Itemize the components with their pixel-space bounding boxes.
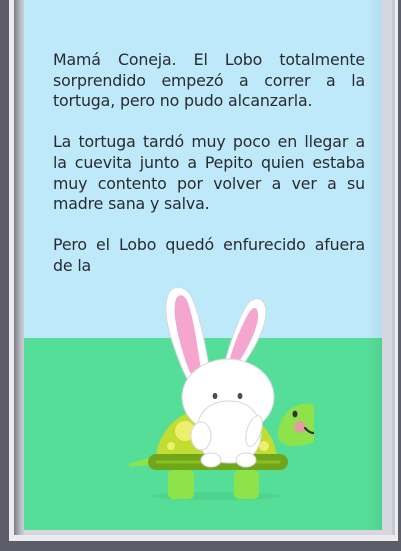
turtle-shell-spot: [259, 441, 269, 451]
turtle-shell-spot: [167, 442, 175, 450]
story-page[interactable]: [24, 0, 382, 530]
rabbit-eye: [213, 393, 218, 399]
story-paragraph-3: Pero el Lobo quedó enfurecido afuera de la: [53, 235, 365, 275]
story-paragraph-1: Mamá Coneja. El Lobo totalmente sorprendido empezó a correr a la tortuga, pero no pudo alcanzarla.: [53, 50, 365, 111]
turtle-eye: [293, 411, 298, 418]
story-paragraph-2: La tortuga tardó muy poco en llegar a la cuevita junto a Pepito quien estaba muy contento por volver a ver a su madre sana y salva.: [53, 132, 365, 214]
rabbit-arm: [191, 422, 211, 450]
rabbit-foot: [201, 453, 221, 467]
rabbit-on-turtle-illustration: [129, 286, 314, 506]
turtle-cheek: [294, 421, 306, 433]
story-text: [53, 50, 365, 277]
rabbit-eye: [238, 393, 243, 399]
turtle-back-leg: [168, 470, 194, 499]
book-spine-shadow: [14, 0, 24, 535]
rabbit-foot: [236, 453, 256, 467]
turtle-front-leg: [234, 470, 259, 499]
